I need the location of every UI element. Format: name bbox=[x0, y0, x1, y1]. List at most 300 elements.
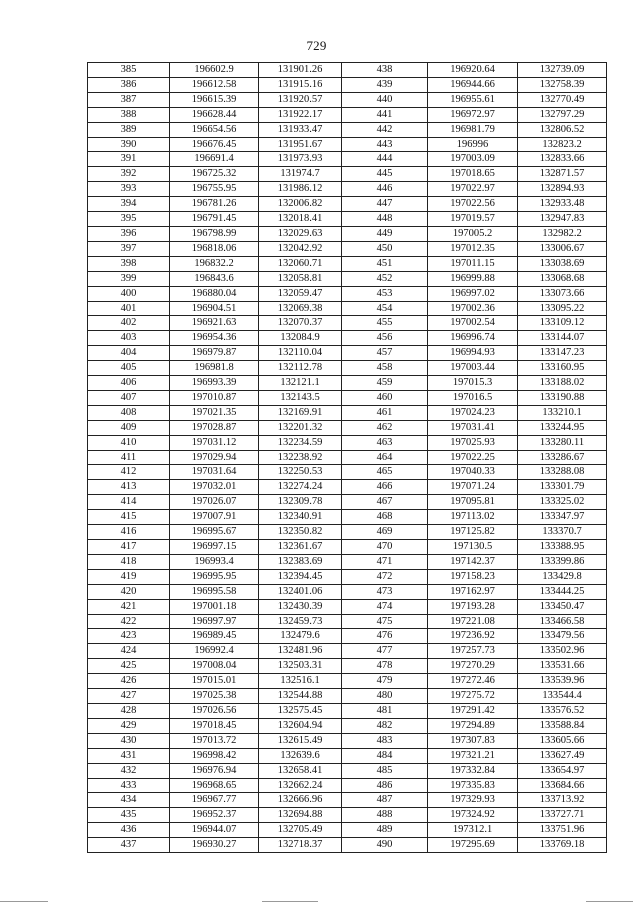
x-coordinate-cell: 197029.94 bbox=[170, 450, 259, 465]
point-number-cell: 490 bbox=[342, 838, 428, 853]
y-coordinate-cell: 133751.96 bbox=[518, 823, 607, 838]
y-coordinate-cell: 131915.16 bbox=[259, 77, 342, 92]
x-coordinate-cell: 196944.66 bbox=[428, 77, 518, 92]
x-coordinate-cell: 196781.26 bbox=[170, 197, 259, 212]
point-number-cell: 482 bbox=[342, 718, 428, 733]
y-coordinate-cell: 132350.82 bbox=[259, 525, 342, 540]
point-number-cell: 397 bbox=[88, 241, 170, 256]
x-coordinate-cell: 196904.51 bbox=[170, 301, 259, 316]
x-coordinate-cell: 196993.39 bbox=[170, 376, 259, 391]
table-row bbox=[88, 152, 607, 167]
table-row bbox=[88, 435, 607, 450]
x-coordinate-cell: 197291.42 bbox=[428, 703, 518, 718]
x-coordinate-cell: 196997.02 bbox=[428, 286, 518, 301]
table-row bbox=[88, 778, 607, 793]
y-coordinate-cell: 132394.45 bbox=[259, 569, 342, 584]
scan-edge-mark-left bbox=[0, 901, 48, 902]
x-coordinate-cell: 196995.95 bbox=[170, 569, 259, 584]
table-row bbox=[88, 405, 607, 420]
y-coordinate-cell: 132361.67 bbox=[259, 540, 342, 555]
point-number-cell: 416 bbox=[88, 525, 170, 540]
y-coordinate-cell: 133605.66 bbox=[518, 733, 607, 748]
point-number-cell: 426 bbox=[88, 674, 170, 689]
point-number-cell: 478 bbox=[342, 659, 428, 674]
y-coordinate-cell: 133684.66 bbox=[518, 778, 607, 793]
x-coordinate-cell: 196843.6 bbox=[170, 271, 259, 286]
point-number-cell: 444 bbox=[342, 152, 428, 167]
x-coordinate-cell: 196989.45 bbox=[170, 629, 259, 644]
point-number-cell: 398 bbox=[88, 256, 170, 271]
point-number-cell: 488 bbox=[342, 808, 428, 823]
x-coordinate-cell: 197270.29 bbox=[428, 659, 518, 674]
point-number-cell: 433 bbox=[88, 778, 170, 793]
y-coordinate-cell: 132982.2 bbox=[518, 226, 607, 241]
y-coordinate-cell: 133399.86 bbox=[518, 554, 607, 569]
y-coordinate-cell: 132933.48 bbox=[518, 197, 607, 212]
x-coordinate-cell: 196999.88 bbox=[428, 271, 518, 286]
table-row bbox=[88, 495, 607, 510]
x-coordinate-cell: 197142.37 bbox=[428, 554, 518, 569]
y-coordinate-cell: 132042.92 bbox=[259, 241, 342, 256]
y-coordinate-cell: 133210.1 bbox=[518, 405, 607, 420]
x-coordinate-cell: 197113.02 bbox=[428, 510, 518, 525]
table-row bbox=[88, 480, 607, 495]
y-coordinate-cell: 133244.95 bbox=[518, 420, 607, 435]
x-coordinate-cell: 197022.56 bbox=[428, 197, 518, 212]
y-coordinate-cell: 133160.95 bbox=[518, 361, 607, 376]
x-coordinate-cell: 197015.01 bbox=[170, 674, 259, 689]
point-number-cell: 391 bbox=[88, 152, 170, 167]
x-coordinate-cell: 197031.41 bbox=[428, 420, 518, 435]
point-number-cell: 452 bbox=[342, 271, 428, 286]
point-number-cell: 389 bbox=[88, 122, 170, 137]
point-number-cell: 400 bbox=[88, 286, 170, 301]
point-number-cell: 429 bbox=[88, 718, 170, 733]
y-coordinate-cell: 132274.24 bbox=[259, 480, 342, 495]
y-coordinate-cell: 132250.53 bbox=[259, 465, 342, 480]
point-number-cell: 395 bbox=[88, 212, 170, 227]
y-coordinate-cell: 132234.59 bbox=[259, 435, 342, 450]
table-row bbox=[88, 331, 607, 346]
table-row bbox=[88, 256, 607, 271]
point-number-cell: 449 bbox=[342, 226, 428, 241]
x-coordinate-cell: 196944.07 bbox=[170, 823, 259, 838]
point-number-cell: 450 bbox=[342, 241, 428, 256]
x-coordinate-cell: 197016.5 bbox=[428, 390, 518, 405]
x-coordinate-cell: 197236.92 bbox=[428, 629, 518, 644]
y-coordinate-cell: 133654.97 bbox=[518, 763, 607, 778]
y-coordinate-cell: 133188.02 bbox=[518, 376, 607, 391]
table-row bbox=[88, 584, 607, 599]
y-coordinate-cell: 132340.91 bbox=[259, 510, 342, 525]
x-coordinate-cell: 196880.04 bbox=[170, 286, 259, 301]
point-number-cell: 419 bbox=[88, 569, 170, 584]
y-coordinate-cell: 132871.57 bbox=[518, 167, 607, 182]
table-row bbox=[88, 182, 607, 197]
point-number-cell: 388 bbox=[88, 107, 170, 122]
y-coordinate-cell: 132806.52 bbox=[518, 122, 607, 137]
x-coordinate-cell: 197040.33 bbox=[428, 465, 518, 480]
point-number-cell: 440 bbox=[342, 92, 428, 107]
y-coordinate-cell: 133479.56 bbox=[518, 629, 607, 644]
table-row bbox=[88, 77, 607, 92]
table-row bbox=[88, 137, 607, 152]
point-number-cell: 435 bbox=[88, 808, 170, 823]
x-coordinate-cell: 196920.64 bbox=[428, 63, 518, 78]
x-coordinate-cell: 197026.56 bbox=[170, 703, 259, 718]
point-number-cell: 454 bbox=[342, 301, 428, 316]
point-number-cell: 434 bbox=[88, 793, 170, 808]
x-coordinate-cell: 197329.93 bbox=[428, 793, 518, 808]
point-number-cell: 439 bbox=[342, 77, 428, 92]
x-coordinate-cell: 197015.3 bbox=[428, 376, 518, 391]
x-coordinate-cell: 196612.58 bbox=[170, 77, 259, 92]
y-coordinate-cell: 132060.71 bbox=[259, 256, 342, 271]
y-coordinate-cell: 132739.09 bbox=[518, 63, 607, 78]
point-number-cell: 480 bbox=[342, 689, 428, 704]
point-number-cell: 431 bbox=[88, 748, 170, 763]
table-row bbox=[88, 793, 607, 808]
x-coordinate-cell: 197003.44 bbox=[428, 361, 518, 376]
y-coordinate-cell: 133190.88 bbox=[518, 390, 607, 405]
x-coordinate-cell: 197011.15 bbox=[428, 256, 518, 271]
x-coordinate-cell: 196996 bbox=[428, 137, 518, 152]
point-number-cell: 484 bbox=[342, 748, 428, 763]
table-row bbox=[88, 271, 607, 286]
x-coordinate-cell: 197031.64 bbox=[170, 465, 259, 480]
y-coordinate-cell: 133576.52 bbox=[518, 703, 607, 718]
x-coordinate-cell: 197272.46 bbox=[428, 674, 518, 689]
table-row bbox=[88, 614, 607, 629]
y-coordinate-cell: 132201.32 bbox=[259, 420, 342, 435]
point-number-cell: 415 bbox=[88, 510, 170, 525]
x-coordinate-cell: 197125.82 bbox=[428, 525, 518, 540]
y-coordinate-cell: 131901.26 bbox=[259, 63, 342, 78]
x-coordinate-cell: 197005.2 bbox=[428, 226, 518, 241]
point-number-cell: 385 bbox=[88, 63, 170, 78]
point-number-cell: 417 bbox=[88, 540, 170, 555]
x-coordinate-cell: 196976.94 bbox=[170, 763, 259, 778]
y-coordinate-cell: 132110.04 bbox=[259, 346, 342, 361]
x-coordinate-cell: 197022.97 bbox=[428, 182, 518, 197]
x-coordinate-cell: 197002.54 bbox=[428, 316, 518, 331]
point-number-cell: 386 bbox=[88, 77, 170, 92]
point-number-cell: 446 bbox=[342, 182, 428, 197]
table-row bbox=[88, 301, 607, 316]
table-row bbox=[88, 808, 607, 823]
table-row bbox=[88, 420, 607, 435]
x-coordinate-cell: 196997.15 bbox=[170, 540, 259, 555]
table-row bbox=[88, 644, 607, 659]
x-coordinate-cell: 197275.72 bbox=[428, 689, 518, 704]
point-number-cell: 474 bbox=[342, 599, 428, 614]
point-number-cell: 475 bbox=[342, 614, 428, 629]
x-coordinate-cell: 197307.83 bbox=[428, 733, 518, 748]
y-coordinate-cell: 132604.94 bbox=[259, 718, 342, 733]
x-coordinate-cell: 197312.1 bbox=[428, 823, 518, 838]
y-coordinate-cell: 132430.39 bbox=[259, 599, 342, 614]
table-row bbox=[88, 554, 607, 569]
point-number-cell: 453 bbox=[342, 286, 428, 301]
y-coordinate-cell: 132121.1 bbox=[259, 376, 342, 391]
point-number-cell: 438 bbox=[342, 63, 428, 78]
y-coordinate-cell: 132833.66 bbox=[518, 152, 607, 167]
y-coordinate-cell: 133370.7 bbox=[518, 525, 607, 540]
table-row bbox=[88, 659, 607, 674]
y-coordinate-cell: 132481.96 bbox=[259, 644, 342, 659]
point-number-cell: 468 bbox=[342, 510, 428, 525]
point-number-cell: 477 bbox=[342, 644, 428, 659]
x-coordinate-cell: 197024.23 bbox=[428, 405, 518, 420]
point-number-cell: 390 bbox=[88, 137, 170, 152]
y-coordinate-cell: 133144.07 bbox=[518, 331, 607, 346]
point-number-cell: 485 bbox=[342, 763, 428, 778]
point-number-cell: 406 bbox=[88, 376, 170, 391]
y-coordinate-cell: 133429.8 bbox=[518, 569, 607, 584]
point-number-cell: 479 bbox=[342, 674, 428, 689]
x-coordinate-cell: 196791.45 bbox=[170, 212, 259, 227]
y-coordinate-cell: 132770.49 bbox=[518, 92, 607, 107]
point-number-cell: 469 bbox=[342, 525, 428, 540]
x-coordinate-cell: 196972.97 bbox=[428, 107, 518, 122]
y-coordinate-cell: 133713.92 bbox=[518, 793, 607, 808]
point-number-cell: 487 bbox=[342, 793, 428, 808]
point-number-cell: 405 bbox=[88, 361, 170, 376]
x-coordinate-cell: 196967.77 bbox=[170, 793, 259, 808]
coordinates-table bbox=[87, 62, 607, 853]
y-coordinate-cell: 133038.69 bbox=[518, 256, 607, 271]
x-coordinate-cell: 197026.07 bbox=[170, 495, 259, 510]
x-coordinate-cell: 197025.93 bbox=[428, 435, 518, 450]
x-coordinate-cell: 196955.61 bbox=[428, 92, 518, 107]
y-coordinate-cell: 132029.63 bbox=[259, 226, 342, 241]
x-coordinate-cell: 197095.81 bbox=[428, 495, 518, 510]
point-number-cell: 442 bbox=[342, 122, 428, 137]
x-coordinate-cell: 196995.67 bbox=[170, 525, 259, 540]
table-row bbox=[88, 510, 607, 525]
y-coordinate-cell: 133286.67 bbox=[518, 450, 607, 465]
y-coordinate-cell: 132544.88 bbox=[259, 689, 342, 704]
y-coordinate-cell: 133006.67 bbox=[518, 241, 607, 256]
table-row bbox=[88, 838, 607, 853]
page-number: 729 bbox=[306, 38, 327, 53]
table-row bbox=[88, 197, 607, 212]
x-coordinate-cell: 197012.35 bbox=[428, 241, 518, 256]
y-coordinate-cell: 131951.67 bbox=[259, 137, 342, 152]
x-coordinate-cell: 196921.63 bbox=[170, 316, 259, 331]
table-row bbox=[88, 92, 607, 107]
point-number-cell: 408 bbox=[88, 405, 170, 420]
x-coordinate-cell: 196676.45 bbox=[170, 137, 259, 152]
y-coordinate-cell: 132639.6 bbox=[259, 748, 342, 763]
x-coordinate-cell: 196930.27 bbox=[170, 838, 259, 853]
x-coordinate-cell: 197003.09 bbox=[428, 152, 518, 167]
y-coordinate-cell: 133325.02 bbox=[518, 495, 607, 510]
y-coordinate-cell: 132516.1 bbox=[259, 674, 342, 689]
point-number-cell: 483 bbox=[342, 733, 428, 748]
x-coordinate-cell: 197294.89 bbox=[428, 718, 518, 733]
point-number-cell: 412 bbox=[88, 465, 170, 480]
y-coordinate-cell: 132006.82 bbox=[259, 197, 342, 212]
y-coordinate-cell: 132947.83 bbox=[518, 212, 607, 227]
y-coordinate-cell: 133450.47 bbox=[518, 599, 607, 614]
x-coordinate-cell: 197031.12 bbox=[170, 435, 259, 450]
point-number-cell: 456 bbox=[342, 331, 428, 346]
y-coordinate-cell: 133068.68 bbox=[518, 271, 607, 286]
y-coordinate-cell: 132797.29 bbox=[518, 107, 607, 122]
point-number-cell: 451 bbox=[342, 256, 428, 271]
x-coordinate-cell: 197018.45 bbox=[170, 718, 259, 733]
x-coordinate-cell: 197221.08 bbox=[428, 614, 518, 629]
y-coordinate-cell: 132238.92 bbox=[259, 450, 342, 465]
y-coordinate-cell: 132070.37 bbox=[259, 316, 342, 331]
x-coordinate-cell: 197321.21 bbox=[428, 748, 518, 763]
point-number-cell: 448 bbox=[342, 212, 428, 227]
y-coordinate-cell: 132401.06 bbox=[259, 584, 342, 599]
y-coordinate-cell: 133502.96 bbox=[518, 644, 607, 659]
table-row bbox=[88, 122, 607, 137]
point-number-cell: 402 bbox=[88, 316, 170, 331]
x-coordinate-cell: 196952.37 bbox=[170, 808, 259, 823]
y-coordinate-cell: 132112.78 bbox=[259, 361, 342, 376]
table-row bbox=[88, 107, 607, 122]
y-coordinate-cell: 132662.24 bbox=[259, 778, 342, 793]
y-coordinate-cell: 132479.6 bbox=[259, 629, 342, 644]
y-coordinate-cell: 131974.7 bbox=[259, 167, 342, 182]
point-number-cell: 410 bbox=[88, 435, 170, 450]
y-coordinate-cell: 132575.45 bbox=[259, 703, 342, 718]
point-number-cell: 461 bbox=[342, 405, 428, 420]
point-number-cell: 471 bbox=[342, 554, 428, 569]
table-row bbox=[88, 346, 607, 361]
table-row bbox=[88, 63, 607, 78]
y-coordinate-cell: 133539.96 bbox=[518, 674, 607, 689]
y-coordinate-cell: 133588.84 bbox=[518, 718, 607, 733]
point-number-cell: 458 bbox=[342, 361, 428, 376]
point-number-cell: 481 bbox=[342, 703, 428, 718]
table-row bbox=[88, 390, 607, 405]
table-row bbox=[88, 241, 607, 256]
table-row bbox=[88, 286, 607, 301]
y-coordinate-cell: 133280.11 bbox=[518, 435, 607, 450]
y-coordinate-cell: 131973.93 bbox=[259, 152, 342, 167]
x-coordinate-cell: 197008.04 bbox=[170, 659, 259, 674]
table-row bbox=[88, 718, 607, 733]
point-number-cell: 455 bbox=[342, 316, 428, 331]
table-row bbox=[88, 376, 607, 391]
x-coordinate-cell: 197018.65 bbox=[428, 167, 518, 182]
x-coordinate-cell: 196981.79 bbox=[428, 122, 518, 137]
point-number-cell: 437 bbox=[88, 838, 170, 853]
y-coordinate-cell: 133627.49 bbox=[518, 748, 607, 763]
table-row bbox=[88, 674, 607, 689]
point-number-cell: 407 bbox=[88, 390, 170, 405]
point-number-cell: 457 bbox=[342, 346, 428, 361]
point-number-cell: 470 bbox=[342, 540, 428, 555]
y-coordinate-cell: 132169.91 bbox=[259, 405, 342, 420]
table-row bbox=[88, 569, 607, 584]
y-coordinate-cell: 132823.2 bbox=[518, 137, 607, 152]
x-coordinate-cell: 197002.36 bbox=[428, 301, 518, 316]
y-coordinate-cell: 133444.25 bbox=[518, 584, 607, 599]
x-coordinate-cell: 196993.4 bbox=[170, 554, 259, 569]
y-coordinate-cell: 132615.49 bbox=[259, 733, 342, 748]
x-coordinate-cell: 197257.73 bbox=[428, 644, 518, 659]
x-coordinate-cell: 196691.4 bbox=[170, 152, 259, 167]
y-coordinate-cell: 133388.95 bbox=[518, 540, 607, 555]
table-row bbox=[88, 316, 607, 331]
y-coordinate-cell: 133109.12 bbox=[518, 316, 607, 331]
x-coordinate-cell: 196725.32 bbox=[170, 167, 259, 182]
point-number-cell: 463 bbox=[342, 435, 428, 450]
point-number-cell: 420 bbox=[88, 584, 170, 599]
point-number-cell: 466 bbox=[342, 480, 428, 495]
point-number-cell: 473 bbox=[342, 584, 428, 599]
x-coordinate-cell: 197025.38 bbox=[170, 689, 259, 704]
y-coordinate-cell: 132894.93 bbox=[518, 182, 607, 197]
point-number-cell: 418 bbox=[88, 554, 170, 569]
x-coordinate-cell: 196998.42 bbox=[170, 748, 259, 763]
x-coordinate-cell: 197022.25 bbox=[428, 450, 518, 465]
x-coordinate-cell: 197162.97 bbox=[428, 584, 518, 599]
y-coordinate-cell: 133095.22 bbox=[518, 301, 607, 316]
x-coordinate-cell: 196968.65 bbox=[170, 778, 259, 793]
y-coordinate-cell: 133727.71 bbox=[518, 808, 607, 823]
point-number-cell: 421 bbox=[88, 599, 170, 614]
x-coordinate-cell: 197071.24 bbox=[428, 480, 518, 495]
point-number-cell: 427 bbox=[88, 689, 170, 704]
table-row bbox=[88, 629, 607, 644]
y-coordinate-cell: 132059.47 bbox=[259, 286, 342, 301]
point-number-cell: 476 bbox=[342, 629, 428, 644]
point-number-cell: 436 bbox=[88, 823, 170, 838]
table-row bbox=[88, 450, 607, 465]
point-number-cell: 428 bbox=[88, 703, 170, 718]
x-coordinate-cell: 197032.01 bbox=[170, 480, 259, 495]
point-number-cell: 422 bbox=[88, 614, 170, 629]
point-number-cell: 459 bbox=[342, 376, 428, 391]
y-coordinate-cell: 132309.78 bbox=[259, 495, 342, 510]
x-coordinate-cell: 196755.95 bbox=[170, 182, 259, 197]
x-coordinate-cell: 196602.9 bbox=[170, 63, 259, 78]
table-row bbox=[88, 763, 607, 778]
table-row bbox=[88, 689, 607, 704]
y-coordinate-cell: 132383.69 bbox=[259, 554, 342, 569]
x-coordinate-cell: 196954.36 bbox=[170, 331, 259, 346]
point-number-cell: 396 bbox=[88, 226, 170, 241]
table-row bbox=[88, 733, 607, 748]
x-coordinate-cell: 197013.72 bbox=[170, 733, 259, 748]
point-number-cell: 467 bbox=[342, 495, 428, 510]
table-row bbox=[88, 748, 607, 763]
point-number-cell: 432 bbox=[88, 763, 170, 778]
table-row bbox=[88, 823, 607, 838]
x-coordinate-cell: 197335.83 bbox=[428, 778, 518, 793]
table-row bbox=[88, 599, 607, 614]
x-coordinate-cell: 197007.91 bbox=[170, 510, 259, 525]
x-coordinate-cell: 196994.93 bbox=[428, 346, 518, 361]
scan-edge-mark-center bbox=[262, 901, 318, 902]
x-coordinate-cell: 197332.84 bbox=[428, 763, 518, 778]
point-number-cell: 464 bbox=[342, 450, 428, 465]
point-number-cell: 403 bbox=[88, 331, 170, 346]
point-number-cell: 472 bbox=[342, 569, 428, 584]
x-coordinate-cell: 197130.5 bbox=[428, 540, 518, 555]
y-coordinate-cell: 132705.49 bbox=[259, 823, 342, 838]
table-row bbox=[88, 167, 607, 182]
x-coordinate-cell: 197324.92 bbox=[428, 808, 518, 823]
y-coordinate-cell: 132018.41 bbox=[259, 212, 342, 227]
